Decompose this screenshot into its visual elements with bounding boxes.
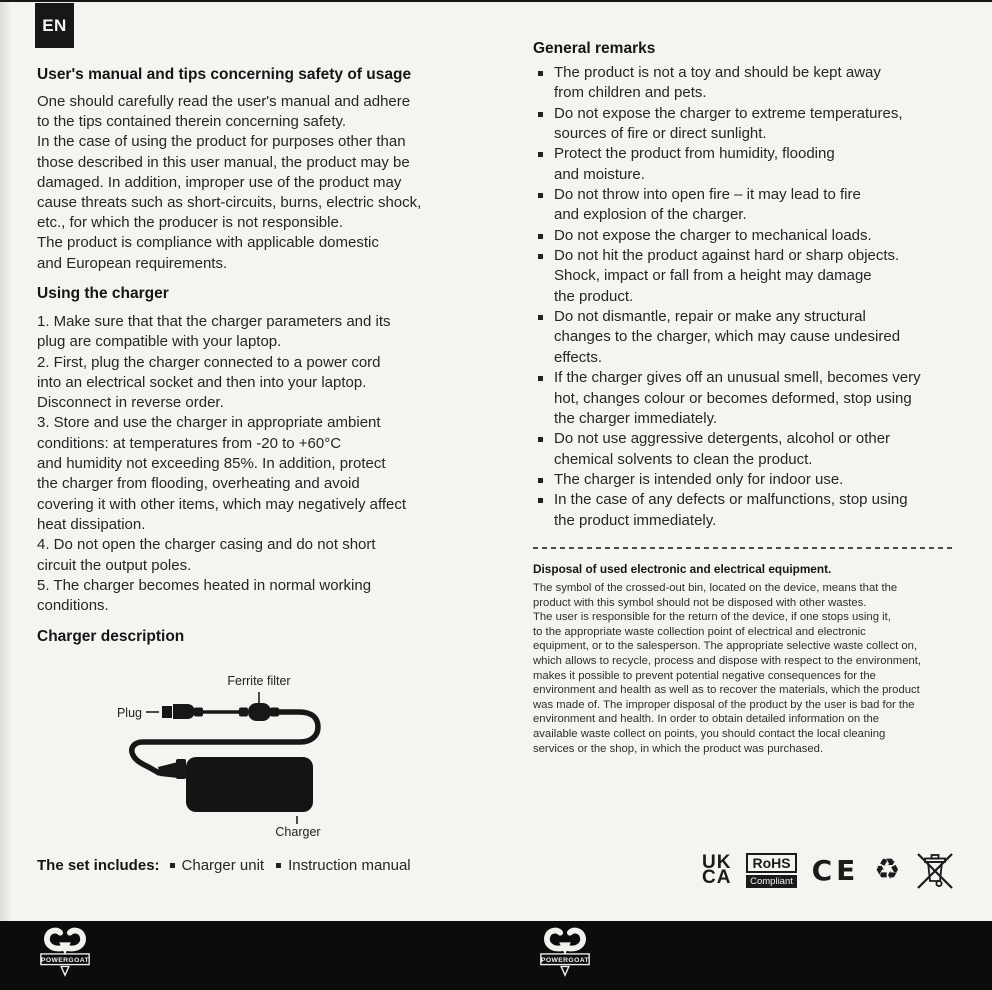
- remark-item: Protect the product from humidity, flooding and moisture.: [536, 144, 988, 185]
- charger-body-icon: [186, 757, 313, 812]
- plug-label: Plug: [116, 706, 142, 720]
- ce-mark: CE: [811, 853, 860, 887]
- ferrite-filter-label: Ferrite filter: [227, 674, 291, 688]
- charger-label: Charger: [275, 825, 321, 839]
- powergoat-logo: [536, 926, 594, 978]
- disposal-title: Disposal of used electronic and electrical equipment.: [533, 562, 832, 576]
- rohs-compliant-label: Compliant: [746, 875, 796, 888]
- bullet-square-icon: [276, 863, 281, 868]
- remark-item: The product is not a toy and should be kept away from children and pets.: [536, 63, 988, 104]
- ukca-top-text: UK: [702, 851, 732, 873]
- remark-item: Do not use aggressive detergents, alcohol or other chemical solvents to clean the product.: [536, 429, 988, 470]
- remark-item: The charger is intended only for indoor use.: [536, 470, 988, 490]
- rohs-label: RoHS: [746, 853, 796, 873]
- set-includes-item: Charger unit: [181, 857, 265, 874]
- charger-description-title: Charger description: [37, 628, 185, 645]
- brand-text: POWERGOAT: [541, 957, 589, 965]
- charger-diagram: [37, 656, 477, 852]
- remark-item: Do not hit the product against hard or sharp objects. Shock, impact or fall from a height may damage the product.: [536, 246, 988, 307]
- top-rule: [0, 0, 992, 2]
- ferrite-filter-icon: [248, 703, 271, 721]
- language-badge: EN: [35, 3, 74, 48]
- footer-bar: [0, 921, 992, 990]
- plug-icon: [162, 704, 203, 719]
- set-includes-label: The set includes:: [37, 857, 160, 874]
- scan-edge-shadow: [0, 0, 12, 990]
- safety-paragraph: One should carefully read the user's manual and adhere to the tips contained therein concerning safety. In the case of using the product for purposes other than those described in this user manual, the product may be damaged. In addition, improper use of the product may cause threats such as short-circuits, burns, electric shock, etc., for which the producer is not responsible. The product is compliance with applicable domestic and European requirements.: [37, 93, 422, 272]
- set-includes-line: [37, 857, 411, 874]
- recycle-icon: ♻: [874, 853, 901, 886]
- remark-item: Do not dismantle, repair or make any structural changes to the charger, which may cause undesired effects.: [536, 307, 988, 368]
- using-charger-title: Using the charger: [37, 285, 169, 302]
- ukca-bottom-text: CA: [702, 867, 732, 888]
- remark-item: Do not expose the charger to mechanical loads.: [536, 226, 988, 246]
- disposal-text: The symbol of the crossed-out bin, located on the device, means that the product with this symbol should not be disposed with other wastes. The user is responsible for the return of the device, if one stops using it, to the appropriate waste collection point of electrical and electronic equipment, or to the salesperson. The appropriate selective waste collect on, which allows to recycle, process and dispose with respect to the environment, makes it possible to prevent potential negative consequences for the environment and health as well as to recover the materials, which the product was made of. The improper disposal of the product by the user is bad for the environment and health. In order to obtain detailed information on the available waste collect on points, you should contact the local cleaning services or the shop, in which the product was purchased.: [533, 582, 922, 755]
- general-remarks-title: General remarks: [533, 40, 656, 57]
- safety-section-title: User's manual and tips concerning safety of usage: [37, 66, 412, 83]
- using-charger-steps: 1. Make sure that that the charger parameters and its plug are compatible with your laptop. 2. First, plug the charger connected to a power cord into an electrical socket and then into your laptop. Disconnect in reverse order. 3. Store and use the charger in appropriate ambient conditions: at temperatures from -20 to +60°C and humidity not exceeding 85%. In addition, protect the charger from flooding, overheating and avoid covering it with other items, which may negatively affect heat dissipation. 4. Do not open the charger casing and do not short circuit the output poles. 5. The charger becomes heated in normal working conditions.: [37, 313, 407, 615]
- powergoat-logo: [36, 926, 94, 978]
- weee-bin-icon: [915, 849, 955, 891]
- certification-marks: [702, 849, 955, 891]
- set-includes-item: Instruction manual: [288, 857, 411, 874]
- rohs-mark: [746, 853, 796, 888]
- bullet-square-icon: [170, 863, 175, 868]
- remark-item: In the case of any defects or malfunctions, stop using the product immediately.: [536, 490, 988, 531]
- remark-item: Do not throw into open fire – it may lead to fire and explosion of the charger.: [536, 185, 988, 226]
- section-divider: [533, 547, 956, 549]
- general-remarks-list: [536, 63, 988, 531]
- brand-text: POWERGOAT: [41, 957, 89, 965]
- remark-item: Do not expose the charger to extreme temperatures, sources of fire or direct sunlight.: [536, 104, 988, 145]
- ukca-mark: [702, 851, 732, 888]
- remark-item: If the charger gives off an unusual smell, becomes very hot, changes colour or becomes deformed, stop using the charger immediately.: [536, 368, 988, 429]
